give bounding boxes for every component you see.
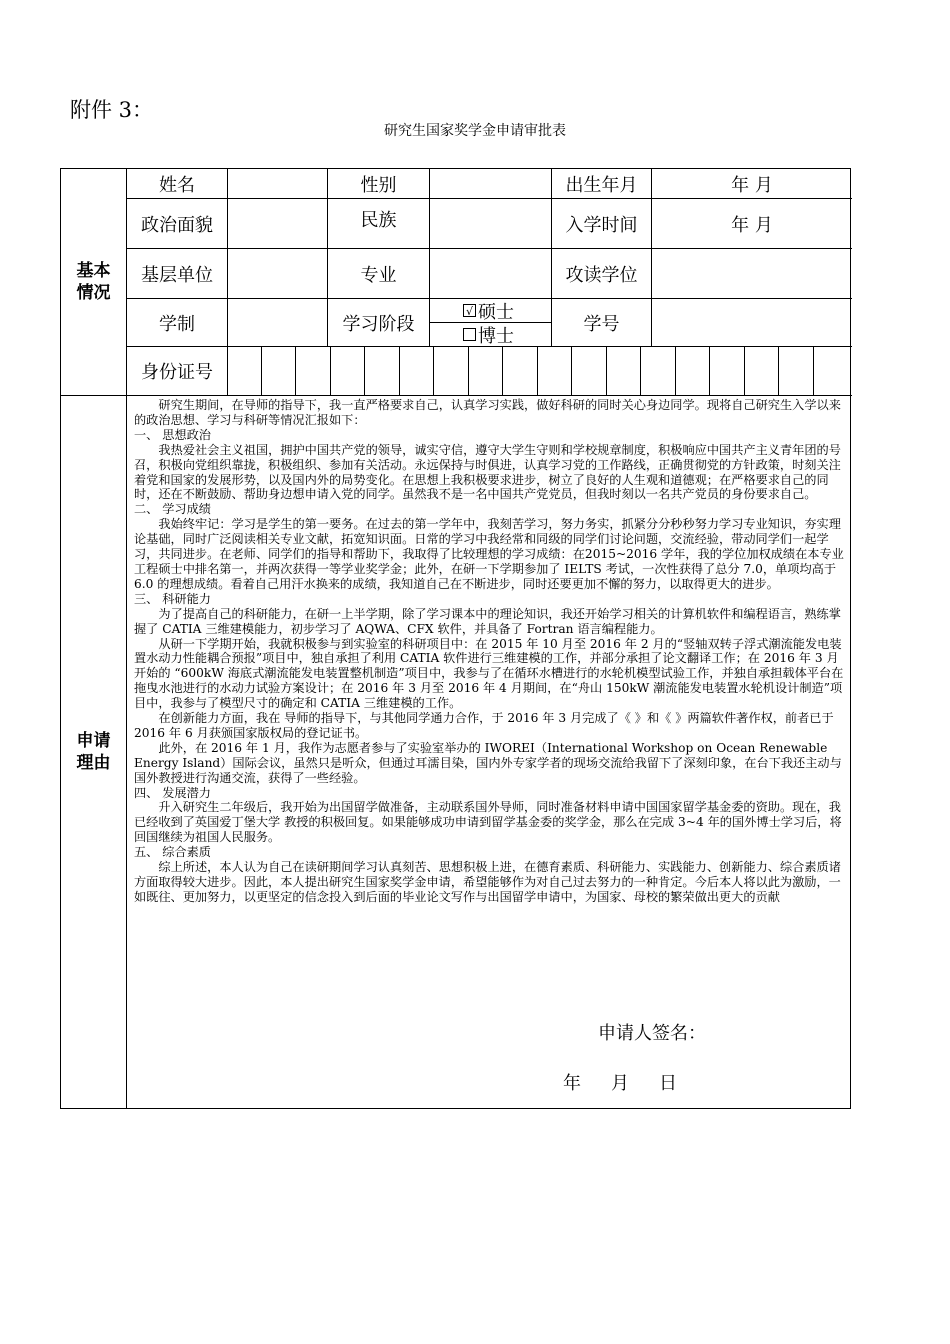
student-id-field[interactable] — [652, 299, 852, 346]
enroll-field[interactable]: 年 月 — [731, 214, 773, 236]
heading-politics: 一、 思想政治 — [134, 427, 211, 442]
research-paragraph-2: 从研一下学期开始，我就积极参与到实验室的科研项目中：在 2015 年 10 月至 2016 年 2 月的“竖轴双转子浮式潮流能发电装置水动力性能耦合预报”项目中，独自承担了利用 CATIA 软件进行三维建模的工作，并部分承担了论文翻译工作；在 2016 年 3 月开始的 “600kW 海底式潮流能发电装置整机制造”项目中，我参与了在循环水槽进行的水轮机模型试验工作，并独自承担载体平台在拖曳水池进行的水动力试验方案设计；在 2016 年 3 月至 2016 年 4 月期间，在“舟山 150kW 潮流能发电装置水轮机设计制造”项目中，我参与了模型尺寸的确定和 CATIA 三维建模的工作。 — [134, 636, 844, 711]
heading-overall: 五、 综合素质 — [134, 845, 211, 860]
name-field[interactable] — [228, 169, 327, 198]
major-field[interactable] — [430, 249, 551, 298]
birth-field[interactable]: 年 月 — [731, 174, 773, 196]
degree-field[interactable] — [652, 249, 852, 298]
birth-label: 出生年月 — [565, 174, 638, 196]
ethnicity-field[interactable] — [430, 199, 551, 248]
application-form — [60, 168, 851, 1109]
checkbox-icon[interactable] — [463, 328, 476, 341]
overall-paragraph: 综上所述，本人认为自己在读研期间学习认真刻苦、思想积极上进，在德育素质、科研能力、实践能力、创新能力、综合素质诸方面取得较大进步。因此，本人提出研究生国家奖学金申请，希望能够作为对自己过去努力的一种肯定。今后本人将以此为激励，一如既往、更加努力，以更坚定的信念投入到后面的毕业论文写作与出国留学申请中，为国家、母校的繁荣做出更大的贡献 — [134, 860, 841, 904]
unit-field[interactable] — [228, 249, 327, 298]
unit-label: 基层单位 — [141, 264, 213, 286]
form-title: 研究生国家奖学金申请审批表 — [384, 123, 566, 139]
research-paragraph-1: 为了提高自己的科研能力，在研一上半学期，除了学习课本中的理论知识，我还开始学习相关的计算机软件和编程语言，熟练掌握了 CATIA 三维建模能力，初步学习了 AQWA、CFX 软件，并具备了 Fortran 语言编程能力。 — [134, 606, 841, 636]
duration-label: 学制 — [159, 313, 195, 335]
attachment-label: 附件 3： — [70, 98, 154, 122]
checked-checkbox-icon[interactable]: √ — [463, 304, 476, 317]
major-label: 专业 — [360, 264, 397, 286]
study-paragraph: 我始终牢记：学习是学生的第一要务。在过去的第一学年中，我刻苦学习，努力务实，抓紧分分秒秒努力学习专业知识，夯实理论基础，同时广泛阅读相关专业文献，拓宽知识面。日常的学习中我经常和同级的同学们讨论问题，交流经验，带动同学们一起学习，共同进步。在老师、同学们的指导和帮助下，我取得了比较理想的学习成绩：在2015~2016 学年，我的学位加权成绩在本专业工程硕士中排名第一，并两次获得一等学业奖学金；此外，在研一下学期参加了 IELTS 考试，一次性获得了总分 7.0，单项均高于 6.0 的理想成绩。看着自己用汗水换来的成绩，我知道自己在不断进步，同时还要更加不懈的努力，以取得更大的进步。 — [134, 517, 844, 591]
research-paragraph-4: 此外，在 2016 年 1 月，我作为志愿者参与了实验室举办的 IWOREI（International Workshop on Ocean Renewable Energy Island）国际会议，虽然只是听众，但通过耳濡目染，国内外专家学者的现场交流给我留下了深刻印象，在台下我还主动与国外教授进行沟通交流，获得了一些经验。 — [134, 740, 842, 785]
application-reason-text — [134, 398, 844, 905]
duration-field[interactable] — [228, 299, 327, 346]
political-field[interactable] — [228, 199, 327, 248]
signature-date: 年 月 日 — [563, 1073, 677, 1094]
signature-label: 申请人签名： — [598, 1023, 706, 1044]
student-id-label: 学号 — [583, 313, 620, 335]
stage-label: 学习阶段 — [342, 313, 415, 335]
heading-research: 三、 科研能力 — [134, 591, 211, 606]
basic-section-label: 基本情况 — [76, 261, 111, 303]
ethnicity-label: 民族 — [360, 210, 397, 231]
gender-label: 性别 — [360, 174, 397, 196]
id-number-label: 身份证号 — [141, 362, 213, 383]
heading-study: 二、 学习成绩 — [134, 502, 211, 517]
reason-section-label: 申请理由 — [76, 731, 111, 773]
reason-intro: 研究生期间，在导师的指导下，我一直严格要求自己，认真学习实践，做好科研的同时关心身边同学。现将自己研究生入学以来的政治思想、学习与科研等情况汇报如下： — [134, 398, 841, 427]
degree-label: 攻读学位 — [565, 264, 638, 286]
research-paragraph-3: 在创新能力方面，我在 导师的指导下，与其他同学通力合作，于 2016 年 3 月完成了《 》和《 》两篇软件著作权，前者已于 2016 年 6 月获颁国家版权局的登记证书。 — [134, 711, 834, 740]
name-label: 姓名 — [159, 174, 195, 196]
heading-potential: 四、 发展潜力 — [134, 785, 211, 800]
political-label: 政治面貌 — [141, 214, 213, 236]
politics-paragraph: 我热爱社会主义祖国，拥护中国共产党的领导，诚实守信，遵守大学生守则和学校规章制度，积极响应中国共产主义青年团的号召，积极向党组织靠拢，积极组织、参加有关活动。永远保持与时俱进，认真学习党的工作路线，正确贯彻党的方针政策，时刻关注着党和国家的发展形势，以及国内外的局势变化。在思想上我积极要求进步，树立了良好的人生观和道德观；在严格要求自己的同时，还在不断鼓励、帮助身边想申请入党的同学。虽然我不是一名中国共产党党员，但我时刻以一名共产党员的身份要求自己。 — [134, 442, 841, 502]
potential-paragraph: 升入研究生二年级后，我开始为出国留学做准备，主动联系国外导师，同时准备材料申请中国国家留学基金委的资助。现在，我已经收到了英国爱丁堡大学 教授的积极回复。如果能够成功申请到留学基金委的奖学金，那么在完成 3~4 年的国外博士学习后，将回国继续为祖国人民服务。 — [134, 800, 842, 845]
enroll-label: 入学时间 — [565, 214, 638, 236]
stage-master-option[interactable]: √ 硕士 — [430, 299, 551, 322]
stage-phd-option[interactable]: 博士 — [430, 323, 551, 346]
id-number-field[interactable] — [228, 347, 852, 395]
gender-field[interactable] — [430, 169, 551, 198]
